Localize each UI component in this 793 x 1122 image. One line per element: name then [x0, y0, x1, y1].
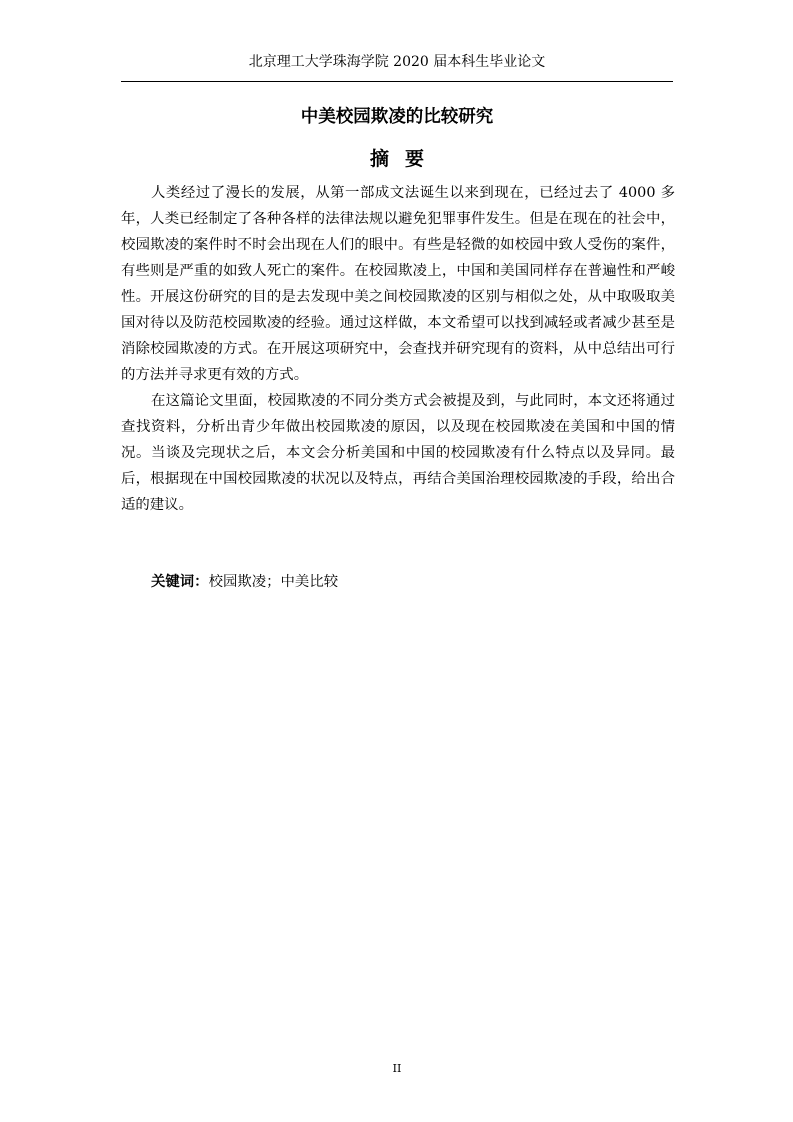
thesis-title: 中美校园欺凌的比较研究 [300, 107, 494, 127]
keywords-line [151, 569, 338, 595]
abstract-paragraph: 人类经过了漫长的发展，从第一部成文法诞生以来到现在，已经过去了 4000 多年，人类已经制定了各种各样的法律法规以避免犯罪事件发生。但是在现在的社会中，校园欺凌的案件时不时会出现在人们的眼中。有些是轻微的如校园中致人受伤的案件，有些则是严重的如致人死亡的案件。在校园欺凌上，中国和美国同样存在普遍性和严峻性。开展这份研究的目的是去发现中美之间校园欺凌的区别与相似之处，从中取吸取美国对待以及防范校园欺凌的经验。通过这样做，本文希望可以找到减轻或者减少甚至是消除校园欺凌的方式。在开展这项研究中，会查找并研究现有的资料，从中总结出可行的方法并寻求更有效的方式。 [121, 185, 675, 383]
abstract-heading: 摘要 [369, 148, 440, 170]
header-divider [121, 81, 673, 82]
page-number: II [392, 1062, 402, 1075]
running-header: 北京理工大学珠海学院 2020 届本科生毕业论文 [248, 54, 546, 70]
abstract-body [121, 180, 675, 518]
keywords-value: 校园欺凌；中美比较 [208, 574, 339, 590]
abstract-paragraph: 在这篇论文里面，校园欺凌的不同分类方式会被提及到，与此同时，本文还将通过查找资料，分析出青少年做出校园欺凌的原因，以及现在校园欺凌在美国和中国的情况。当谈及完现状之后，本文会分析美国和中国的校园欺凌有什么特点以及异同。最后，根据现在中国校园欺凌的状况以及特点，再结合美国治理校园欺凌的手段，给出合适的建议。 [121, 393, 675, 513]
keywords-label: 关键词： [151, 573, 209, 590]
